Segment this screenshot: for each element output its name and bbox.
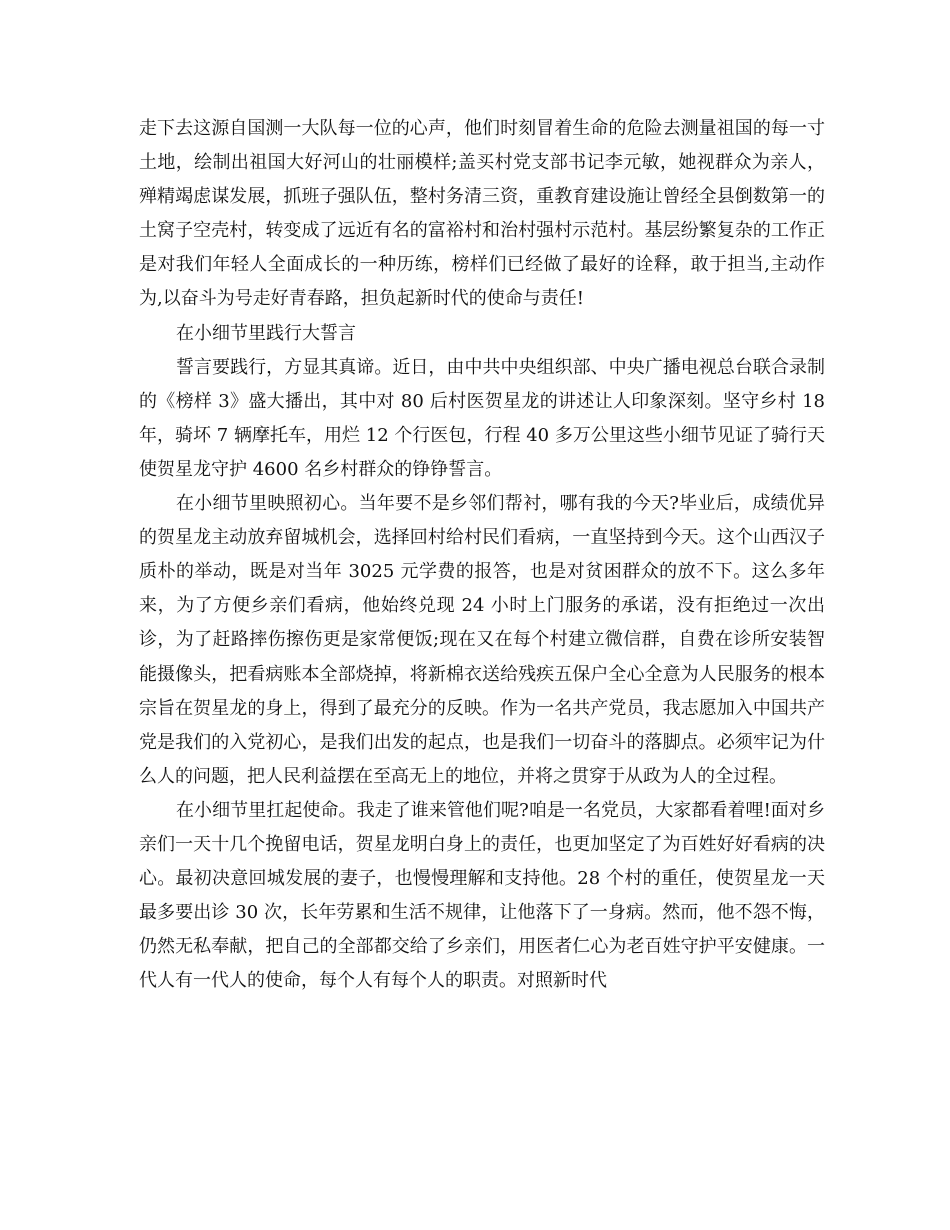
paragraph-original-aspiration: 在小细节里映照初心。当年要不是乡邻们帮衬，哪有我的今天?毕业后，成绩优异的贺星龙主动放弃留城机会，选择回村给村民们看病，一直坚持到今天。这个山西汉子质朴的举动，既是对当年 3025 元学费的报答，也是对贫困群众的放不下。这么多年来，为了方便乡亲们看病，他始终兑现 24 小时上门服务的承诺，没有拒绝过一次出诊，为了赶路摔伤擦伤更是家常便饭;现在又在每个村建立微信群，自费在诊所安装智能摄像头，把看病账本全部烧掉，将新棉衣送给残疾五保户全心全意为人民服务的根本宗旨在贺星龙的身上，得到了最充分的反映。作为一名共产党员，我志愿加入中国共产党是我们的入党初心，是我们出发的起点，也是我们一切奋斗的落脚点。必须牢记为什么人的问题，把人民利益摆在至高无上的地位，并将之贯穿于从政为人的全过程。	[139, 493, 825, 787]
paragraph-oath: 誓言要践行，方显其真谛。近日，由中共中央组织部、中央广播电视总台联合录制的《榜样 3》盛大播出，其中对 80 后村医贺星龙的讲述让人印象深刻。坚守乡村 18 年，骑坏 7 辆摩托车，用烂 12 个行医包，行程 40 多万公里这些小细节见证了骑行天使贺星龙守护 4600 名乡村群众的铮铮誓言。	[139, 356, 825, 480]
paragraph-continuation: 走下去这源自国测一大队每一位的心声，他们时刻冒着生命的危险去测量祖国的每一寸土地，绘制出祖国大好河山的壮丽模样;盖买村党支部书记李元敏，她视群众为亲人，殚精竭虑谋发展，抓班子强队伍，整村务清三资，重教育建设施让曾经全县倒数第一的土窝子空壳村，转变成了远近有名的富裕村和治村强村示范村。基层纷繁复杂的工作正是对我们年轻人全面成长的一种历练，榜样们已经做了最好的诠释，敢于担当,主动作为,以奋斗为号走好青春路，担负起新时代的使命与责任!	[139, 118, 825, 310]
section-heading: 在小细节里践行大誓言	[176, 322, 356, 344]
paragraph-mission: 在小细节里扛起使命。我走了谁来管他们呢?咱是一名党员，大家都看着哩!面对乡亲们一天十几个挽留电话，贺星龙明白身上的责任，也更加坚定了为百姓好好看病的决心。最初决意回城发展的妻子，也慢慢理解和支持他。28 个村的重任，使贺星龙一天最多要出诊 30 次，长年劳累和生活不规律，让他落下了一身病。然而，他不怨不悔，仍然无私奉献，把自己的全部都交给了乡亲们，用医者仁心为老百姓守护平安健康。一代人有一代人的使命，每个人有每个人的职责。对照新时代	[139, 799, 825, 992]
document-page	[139, 112, 825, 998]
